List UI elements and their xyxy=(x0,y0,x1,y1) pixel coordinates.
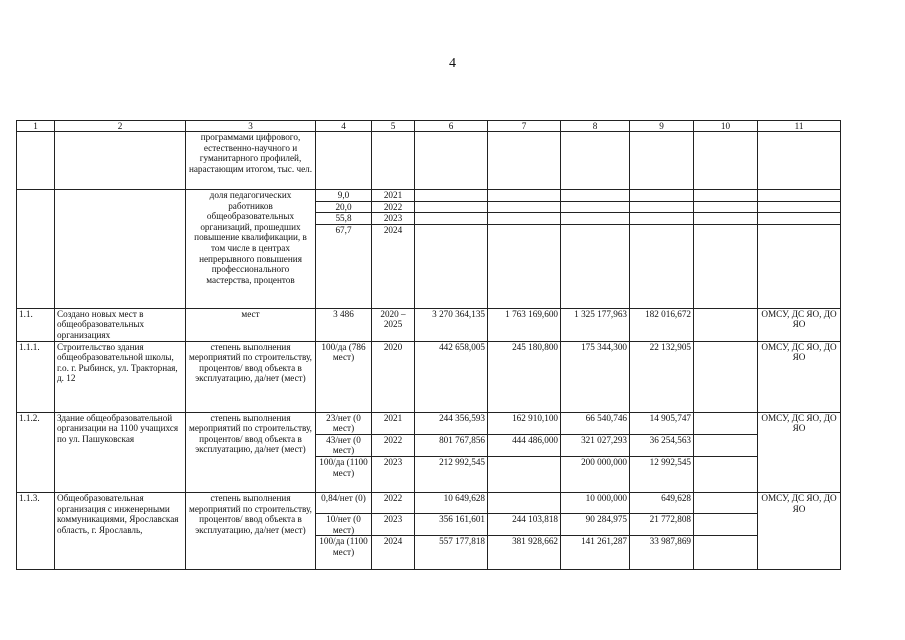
empty-cell xyxy=(415,190,488,202)
value-cell: 43/нет (0 мест) xyxy=(316,434,372,456)
row-number: 1.1.1. xyxy=(17,341,55,412)
empty-cell xyxy=(561,224,630,308)
year-cell: 2022 xyxy=(372,492,415,513)
amount-regional: 90 284,975 xyxy=(561,513,630,535)
empty-cell xyxy=(561,190,630,202)
year-cell: 2020 xyxy=(372,341,415,412)
year-cell: 2022 xyxy=(372,201,415,213)
executor-cell: ОМСУ, ДС ЯО, ДО ЯО xyxy=(758,492,841,569)
empty-cell xyxy=(694,536,758,570)
empty-cell xyxy=(758,201,841,213)
row-indicator: степень выполнения мероприятий по строительству, процентов/ ввод объекта в эксплуатацию, да/нет (мест) xyxy=(186,492,316,569)
table-row xyxy=(17,341,841,412)
amount-local: 22 132,905 xyxy=(630,341,694,412)
empty-cell xyxy=(415,213,488,225)
empty-cell xyxy=(694,213,758,225)
header-cell-5: 5 xyxy=(372,121,415,132)
empty-cell xyxy=(694,492,758,513)
amount-federal: 245 180,800 xyxy=(488,341,561,412)
amount-federal: 244 103,818 xyxy=(488,513,561,535)
empty-cell xyxy=(694,132,758,190)
row-indicator: мест xyxy=(186,308,316,341)
value-cell: 0,84/нет (0) xyxy=(316,492,372,513)
amount-total: 442 658,005 xyxy=(415,341,488,412)
header-cell-1: 1 xyxy=(17,121,55,132)
empty-cell xyxy=(17,190,55,309)
amount-regional: 321 027,293 xyxy=(561,434,630,456)
empty-cell xyxy=(17,132,55,190)
amount-local: 36 254,563 xyxy=(630,434,694,456)
amount-federal xyxy=(488,456,561,492)
amount-total: 801 767,856 xyxy=(415,434,488,456)
empty-cell xyxy=(488,213,561,225)
empty-cell xyxy=(630,190,694,202)
value-cell: 3 486 xyxy=(316,308,372,341)
table-row xyxy=(17,190,841,202)
row-number: 1.1.3. xyxy=(17,492,55,569)
amount-federal: 162 910,100 xyxy=(488,412,561,434)
amount-total: 10 649,628 xyxy=(415,492,488,513)
empty-cell xyxy=(561,132,630,190)
empty-cell xyxy=(55,132,186,190)
value-cell: 9,0 xyxy=(316,190,372,202)
value-cell: 10/нет (0 мест) xyxy=(316,513,372,535)
amount-federal: 444 486,000 xyxy=(488,434,561,456)
empty-cell xyxy=(758,132,841,190)
header-cell-3: 3 xyxy=(186,121,316,132)
header-cell-10: 10 xyxy=(694,121,758,132)
value-cell: 67,7 xyxy=(316,224,372,308)
value-cell: 23/нет (0 мест) xyxy=(316,412,372,434)
amount-local: 649,628 xyxy=(630,492,694,513)
empty-cell xyxy=(694,513,758,535)
empty-cell xyxy=(630,201,694,213)
program-table xyxy=(16,120,841,570)
table-row xyxy=(17,132,841,190)
amount-total: 212 992,545 xyxy=(415,456,488,492)
amount-total: 356 161,601 xyxy=(415,513,488,535)
executor-cell: ОМСУ, ДС ЯО, ДО ЯО xyxy=(758,412,841,492)
header-cell-9: 9 xyxy=(630,121,694,132)
year-cell: 2022 xyxy=(372,434,415,456)
row-name: Здание общеобразовательной организации на 1100 учащихся по ул. Пашуковская xyxy=(55,412,186,492)
empty-cell xyxy=(694,224,758,308)
empty-cell xyxy=(415,132,488,190)
executor-cell: ОМСУ, ДС ЯО, ДО ЯО xyxy=(758,341,841,412)
empty-cell xyxy=(415,224,488,308)
indicator-continuation: программами цифрового, естественно-научного и гуманитарного профилей, нарастающим итогом, тыс. чел. xyxy=(186,132,316,190)
empty-cell xyxy=(488,190,561,202)
header-cell-7: 7 xyxy=(488,121,561,132)
amount-federal xyxy=(488,492,561,513)
year-cell: 2023 xyxy=(372,513,415,535)
table-row xyxy=(17,412,841,434)
year-cell: 2021 xyxy=(372,190,415,202)
amount-regional: 200 000,000 xyxy=(561,456,630,492)
amount-local: 12 992,545 xyxy=(630,456,694,492)
amount-regional: 175 344,300 xyxy=(561,341,630,412)
row-name: Общеобразовательная организация с инженерными коммуникациями, Ярославская область, г. Ярославль, xyxy=(55,492,186,569)
empty-cell xyxy=(488,132,561,190)
empty-cell xyxy=(630,213,694,225)
header-row xyxy=(17,121,841,132)
year-cell: 2024 xyxy=(372,536,415,570)
empty-cell xyxy=(488,201,561,213)
year-cell: 2023 xyxy=(372,456,415,492)
amount-total: 3 270 364,135 xyxy=(415,308,488,341)
empty-cell xyxy=(758,190,841,202)
row-indicator: степень выполнения мероприятий по строительству, процентов/ ввод объекта в эксплуатацию, да/нет (мест) xyxy=(186,412,316,492)
empty-cell xyxy=(630,132,694,190)
amount-regional: 1 325 177,963 xyxy=(561,308,630,341)
amount-local: 21 772,808 xyxy=(630,513,694,535)
amount-local: 14 905,747 xyxy=(630,412,694,434)
table-row xyxy=(17,492,841,513)
empty-cell xyxy=(488,224,561,308)
header-cell-4: 4 xyxy=(316,121,372,132)
year-cell: 2023 xyxy=(372,213,415,225)
value-cell: 100/да (786 мест) xyxy=(316,341,372,412)
empty-cell xyxy=(55,190,186,309)
empty-cell xyxy=(561,213,630,225)
teacher-indicator: доля педагогических работников общеобразовательных организаций, прошедших повышение квалификации, в том числе в центрах непрерывного повышения профессионального мастерства, процентов xyxy=(186,190,316,309)
amount-regional: 10 000,000 xyxy=(561,492,630,513)
empty-cell xyxy=(316,132,372,190)
header-cell-8: 8 xyxy=(561,121,630,132)
amount-other xyxy=(694,308,758,341)
empty-cell xyxy=(630,224,694,308)
year-cell: 2024 xyxy=(372,224,415,308)
amount-local: 182 016,672 xyxy=(630,308,694,341)
empty-cell xyxy=(758,224,841,308)
amount-total: 557 177,818 xyxy=(415,536,488,570)
header-cell-6: 6 xyxy=(415,121,488,132)
empty-cell xyxy=(415,201,488,213)
empty-cell xyxy=(758,213,841,225)
value-cell: 20,0 xyxy=(316,201,372,213)
row-indicator: степень выполнения мероприятий по строительству, процентов/ ввод объекта в эксплуатацию, да/нет (мест) xyxy=(186,341,316,412)
value-cell: 100/да (1100 мест) xyxy=(316,456,372,492)
empty-cell xyxy=(694,434,758,456)
row-number: 1.1.2. xyxy=(17,412,55,492)
amount-federal: 1 763 169,600 xyxy=(488,308,561,341)
table-row xyxy=(17,308,841,341)
amount-regional: 141 261,287 xyxy=(561,536,630,570)
page-number: 4 xyxy=(449,56,456,71)
row-name: Создано новых мест в общеобразовательных организациях xyxy=(55,308,186,341)
value-cell: 55,8 xyxy=(316,213,372,225)
amount-regional: 66 540,746 xyxy=(561,412,630,434)
row-number: 1.1. xyxy=(17,308,55,341)
header-cell-2: 2 xyxy=(55,121,186,132)
year-cell: 2021 xyxy=(372,412,415,434)
empty-cell xyxy=(694,190,758,202)
empty-cell xyxy=(561,201,630,213)
amount-other xyxy=(694,341,758,412)
year-cell: 2020 – 2025 xyxy=(372,308,415,341)
amount-local: 33 987,869 xyxy=(630,536,694,570)
row-name: Строительство здания общеобразовательной школы, г.о. г. Рыбинск, ул. Тракторная, д. 12 xyxy=(55,341,186,412)
empty-cell xyxy=(372,132,415,190)
empty-cell xyxy=(694,456,758,492)
amount-federal: 381 928,662 xyxy=(488,536,561,570)
value-cell: 100/да (1100 мест) xyxy=(316,536,372,570)
empty-cell xyxy=(694,201,758,213)
empty-cell xyxy=(694,412,758,434)
header-cell-11: 11 xyxy=(758,121,841,132)
executor-cell: ОМСУ, ДС ЯО, ДО ЯО xyxy=(758,308,841,341)
amount-total: 244 356,593 xyxy=(415,412,488,434)
